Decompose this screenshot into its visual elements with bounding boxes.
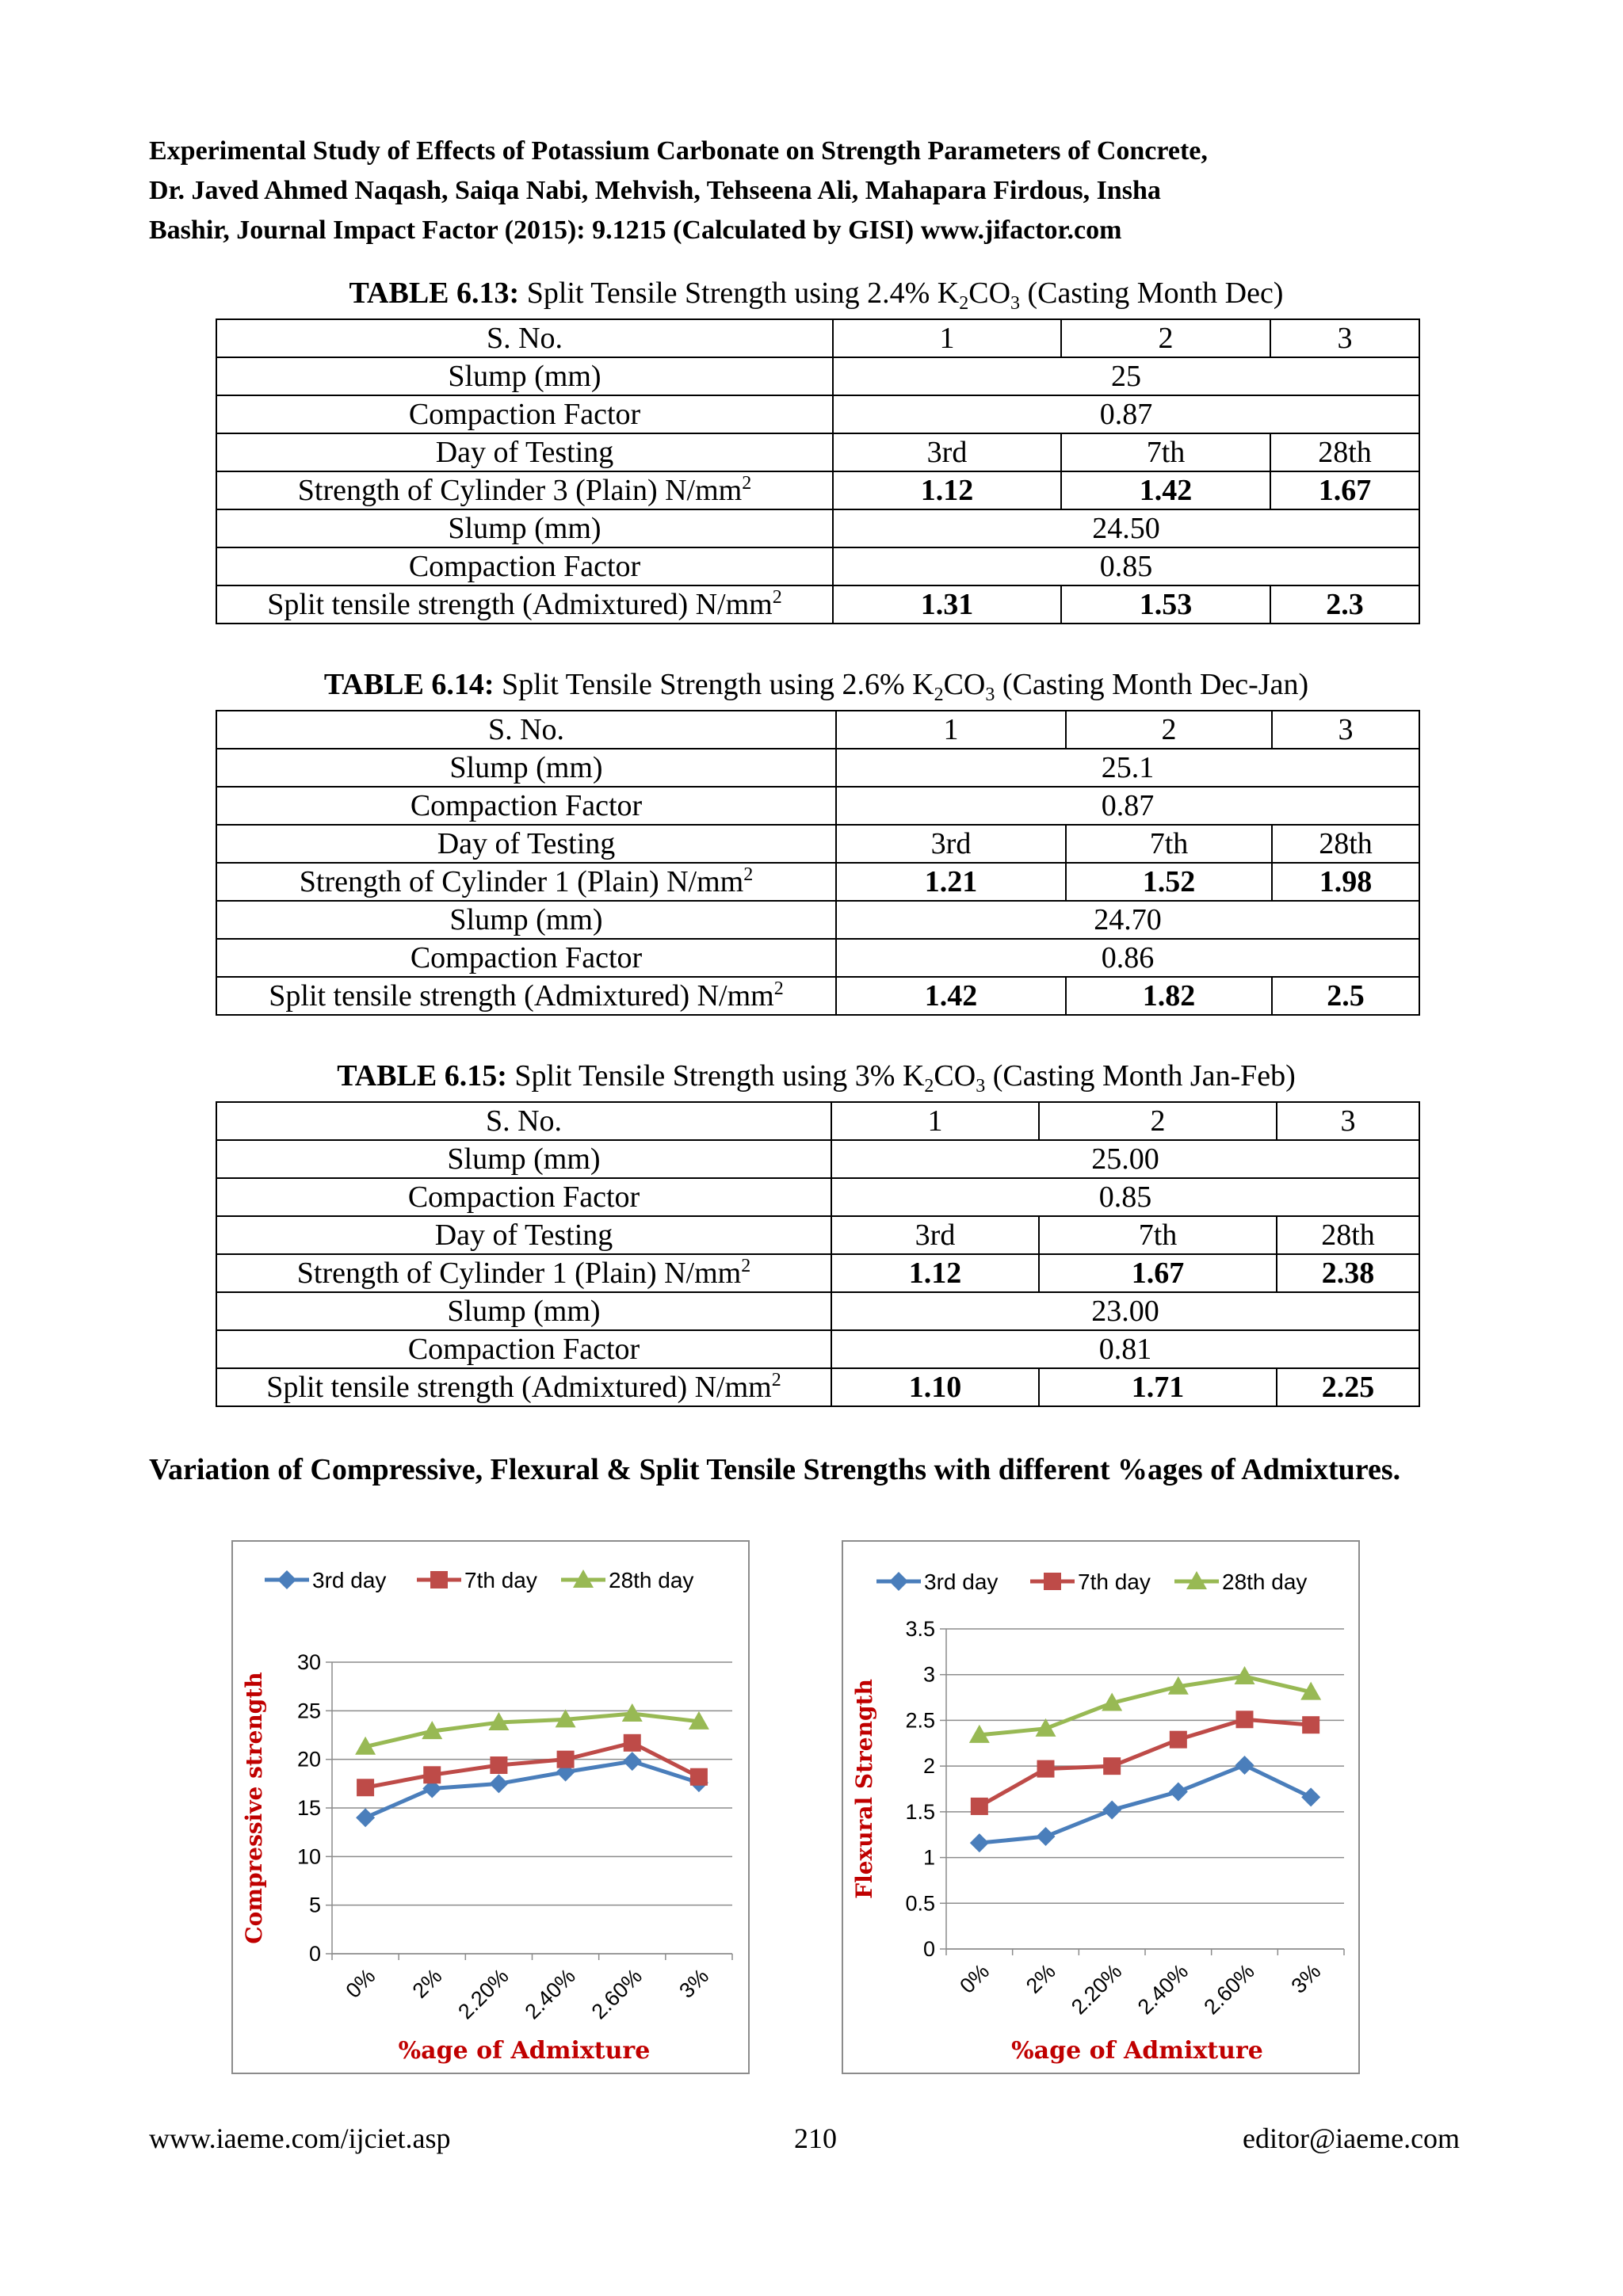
table-cell: 0.87 [836, 787, 1419, 825]
table-row [216, 1330, 1419, 1368]
y-axis-title: Compressive strength [241, 1672, 267, 1944]
table-cell: 25.1 [836, 749, 1419, 787]
header-line-3: Bashir, Journal Impact Factor (2015): 9.1215 (Calculated by GISI) www.jifactor.com [149, 215, 1122, 245]
table-title-text: Split Tensile Strength using 2.6% K [502, 668, 934, 701]
table-title-text: Split Tensile Strength using 2.4% K [526, 277, 960, 310]
table-cell: 3 [1277, 1102, 1419, 1140]
data-table [216, 710, 1420, 1016]
table-cell: 3rd [836, 825, 1066, 863]
table-label: TABLE 6.15: [337, 1059, 507, 1093]
header-line-1: Experimental Study of Effects of Potassium Carbonate on Strength Parameters of Concrete, [149, 136, 1208, 166]
row-label-text: S. No. [485, 1104, 563, 1138]
x-tick-label: 3% [674, 1964, 714, 2003]
data-point [489, 1774, 508, 1793]
table-cell: 7th [1061, 433, 1270, 471]
table-cell: 24.70 [836, 901, 1419, 939]
table-caption [214, 667, 1419, 705]
x-axis-title: %age of Admixture [1011, 2037, 1263, 2065]
data-point [623, 1752, 642, 1771]
row-label-text: Day of Testing [435, 436, 614, 469]
table-title-text: Split Tensile Strength using 3% K [514, 1059, 925, 1093]
row-label-text: Day of Testing [437, 827, 616, 860]
table-row [216, 711, 1419, 749]
y-tick-label: 1.5 [905, 1799, 935, 1824]
table-row [216, 863, 1419, 901]
header-line-2: Dr. Javed Ahmed Naqash, Saiqa Nabi, Mehvish, Tehseena Ali, Mahapara Firdous, Insha [149, 176, 1161, 205]
table-cell: 0.85 [833, 547, 1419, 585]
table-cell: 3rd [833, 433, 1061, 471]
flexural-chart-svg [843, 1542, 1358, 2073]
table-row [216, 749, 1419, 787]
series-line [980, 1676, 1311, 1735]
legend-marker [430, 1571, 448, 1589]
table-cell: 23.00 [831, 1292, 1419, 1330]
row-label-text: Compaction Factor [408, 398, 641, 431]
y-tick-label: 3 [922, 1662, 935, 1687]
table-row [216, 585, 1419, 624]
legend-label: 7th day [1078, 1569, 1151, 1594]
table-row [216, 1178, 1419, 1216]
table-cell: 3 [1270, 319, 1419, 357]
row-label-text: Strength of Cylinder 3 (Plain) N/mm [297, 474, 743, 507]
table-cell: 2.25 [1277, 1368, 1419, 1406]
row-label-text: Compaction Factor [407, 1333, 640, 1366]
table-cell: 2 [1061, 319, 1270, 357]
footer-page-number: 210 [794, 2122, 837, 2154]
legend-label: 28th day [609, 1568, 694, 1592]
table-row [216, 1140, 1419, 1178]
section-heading: Variation of Compressive, Flexural & Split Tensile Strengths with different %ages of Admixtures. [149, 1453, 1401, 1486]
data-point [1037, 1760, 1055, 1778]
table-title-text: (Casting Month Jan-Feb) [985, 1059, 1296, 1093]
data-point [1235, 1666, 1255, 1684]
row-label [216, 863, 836, 901]
legend-label: 7th day [464, 1568, 537, 1592]
data-point [357, 1779, 374, 1796]
data-point [557, 1751, 575, 1768]
table-cell: 28th [1277, 1216, 1419, 1254]
x-tick-label: 2.40% [520, 1964, 580, 2024]
table-row [216, 1216, 1419, 1254]
x-tick-label: 2.60% [586, 1964, 647, 2024]
legend-label: 28th day [1222, 1569, 1308, 1594]
row-label [216, 319, 833, 357]
table-row [216, 1292, 1419, 1330]
data-point [1169, 1782, 1188, 1801]
table-cell: 0.87 [833, 395, 1419, 433]
table-cell: 3 [1272, 711, 1419, 749]
row-label [216, 395, 833, 433]
data-point [624, 1734, 641, 1752]
data-point [1236, 1711, 1254, 1728]
row-label-text: Strength of Cylinder 1 (Plain) N/mm [299, 865, 744, 898]
unit-superscript: 2 [743, 864, 754, 885]
table-caption [214, 276, 1419, 314]
table-cell: 2 [1039, 1102, 1277, 1140]
x-tick-label: 2.20% [1067, 1959, 1127, 2019]
data-point [356, 1808, 375, 1827]
paper-header [149, 132, 1482, 250]
data-table [216, 318, 1420, 624]
y-tick-label: 15 [296, 1796, 321, 1820]
unit-superscript: 2 [741, 1256, 751, 1276]
table-title-text: CO [943, 668, 986, 701]
table-cell: 1.31 [833, 585, 1061, 624]
table-cell: 28th [1270, 433, 1419, 471]
table-cell: 2 [1066, 711, 1272, 749]
table-cell: 1.98 [1272, 863, 1419, 901]
row-label-text: S. No. [486, 322, 563, 355]
row-label [216, 1102, 831, 1140]
data-point [1037, 1827, 1056, 1846]
row-label [216, 711, 836, 749]
row-label [216, 749, 836, 787]
compressive-strength-chart [231, 1540, 750, 2074]
table-cell: 1.82 [1066, 977, 1272, 1015]
data-point [690, 1768, 708, 1786]
table-cell: 0.85 [831, 1178, 1419, 1216]
table-cell: 1.53 [1061, 585, 1270, 624]
row-label-text: Slump (mm) [449, 751, 603, 784]
table-row [216, 471, 1419, 509]
x-tick-label: 2.40% [1132, 1959, 1193, 2019]
y-tick-label: 0.5 [905, 1891, 935, 1916]
row-label [216, 357, 833, 395]
x-tick-label: 3% [1286, 1959, 1326, 1998]
table-row [216, 357, 1419, 395]
table-cell: 25 [833, 357, 1419, 395]
table-cell: 1.42 [1061, 471, 1270, 509]
table-cell: 2.38 [1277, 1254, 1419, 1292]
row-label-text: Split tensile strength (Admixtured) N/mm [266, 1371, 772, 1404]
row-label [216, 787, 836, 825]
row-label-text: Compaction Factor [407, 1180, 640, 1214]
table-cell: 7th [1066, 825, 1272, 863]
row-label [216, 825, 836, 863]
row-label [216, 471, 833, 509]
y-tick-label: 0 [922, 1937, 935, 1961]
table-cell: 0.86 [836, 939, 1419, 977]
table-cell: 1.10 [831, 1368, 1039, 1406]
table-cell: 1.67 [1270, 471, 1419, 509]
series-line [365, 1761, 699, 1817]
row-label-text: Slump (mm) [447, 1295, 601, 1328]
row-label [216, 1292, 831, 1330]
table-cell: 1.52 [1066, 863, 1272, 901]
data-point [1235, 1756, 1254, 1775]
table-cell: 3rd [831, 1216, 1039, 1254]
legend-marker [277, 1570, 296, 1589]
table-cell: 1.21 [836, 863, 1066, 901]
table-title-subscript: 3 [1010, 293, 1021, 314]
table-row [216, 1254, 1419, 1292]
x-tick-label: 0% [341, 1964, 380, 2003]
data-point [1170, 1731, 1187, 1749]
table-cell: 1.42 [836, 977, 1066, 1015]
table-cell: 1 [836, 711, 1066, 749]
data-table [216, 1101, 1420, 1407]
x-axis-title: %age of Admixture [398, 2037, 651, 2065]
table-cell: 25.00 [831, 1140, 1419, 1178]
data-point [1302, 1716, 1319, 1733]
row-label [216, 977, 836, 1015]
table-cell: 1.12 [831, 1254, 1039, 1292]
table-row [216, 319, 1419, 357]
unit-superscript: 2 [773, 978, 784, 999]
legend-marker [1044, 1573, 1061, 1590]
data-point [1102, 1801, 1121, 1820]
legend-marker [889, 1572, 908, 1591]
data-point [1301, 1787, 1320, 1806]
row-label-text: Slump (mm) [447, 1142, 601, 1176]
row-label-text: Slump (mm) [449, 903, 603, 936]
table-title-subscript: 2 [934, 685, 944, 705]
row-label [216, 901, 836, 939]
x-tick-label: 2.20% [453, 1964, 514, 2024]
table-title-subscript: 3 [976, 1076, 986, 1097]
y-tick-label: 25 [296, 1699, 321, 1723]
row-label-text: Day of Testing [434, 1219, 613, 1252]
row-label [216, 1368, 831, 1406]
row-label-text: Compaction Factor [410, 941, 643, 974]
row-label [216, 433, 833, 471]
row-label [216, 509, 833, 547]
table-row [216, 1102, 1419, 1140]
flexural-strength-chart [842, 1540, 1360, 2074]
table-caption [214, 1058, 1419, 1097]
y-tick-label: 20 [296, 1747, 321, 1772]
data-point [1103, 1757, 1121, 1775]
legend-label: 3rd day [924, 1569, 999, 1594]
x-tick-label: 2% [1021, 1959, 1060, 1998]
table-row [216, 395, 1419, 433]
table-cell: 0.81 [831, 1330, 1419, 1368]
table-cell: 24.50 [833, 509, 1419, 547]
y-tick-label: 2 [922, 1754, 935, 1779]
table-cell: 1 [831, 1102, 1039, 1140]
data-point [490, 1756, 507, 1774]
x-tick-label: 0% [955, 1959, 995, 1998]
table-title-text: CO [934, 1059, 976, 1093]
unit-superscript: 2 [772, 587, 782, 608]
legend-label: 3rd day [312, 1568, 387, 1592]
data-point [970, 1833, 989, 1852]
table-title-subscript: 3 [985, 685, 995, 705]
y-tick-label: 30 [296, 1650, 321, 1674]
table-cell: 1 [833, 319, 1061, 357]
table-title-subscript: 2 [959, 293, 969, 314]
footer-website: www.iaeme.com/ijciet.asp [149, 2122, 451, 2154]
row-label-text: S. No. [487, 713, 565, 746]
table-cell: 28th [1272, 825, 1419, 863]
y-tick-label: 5 [308, 1893, 321, 1917]
row-label-text: Slump (mm) [448, 360, 601, 393]
table-cell: 7th [1039, 1216, 1277, 1254]
table-row [216, 509, 1419, 547]
row-label [216, 1216, 831, 1254]
table-cell: 2.3 [1270, 585, 1419, 624]
table-cell: 1.12 [833, 471, 1061, 509]
y-tick-label: 0 [308, 1942, 321, 1966]
row-label-text: Strength of Cylinder 1 (Plain) N/mm [296, 1257, 742, 1290]
row-label [216, 1140, 831, 1178]
row-label [216, 1330, 831, 1368]
row-label [216, 939, 836, 977]
y-tick-label: 2.5 [905, 1708, 935, 1733]
data-point [971, 1798, 988, 1815]
table-title-text: CO [968, 277, 1011, 310]
table-label: TABLE 6.14: [323, 668, 495, 701]
series-line [365, 1714, 699, 1747]
unit-superscript: 2 [771, 1370, 781, 1390]
table-row [216, 901, 1419, 939]
table-row [216, 547, 1419, 585]
table-row [216, 433, 1419, 471]
y-axis-title: Flexural Strength [851, 1679, 877, 1899]
footer-email: editor@iaeme.com [1243, 2122, 1461, 2154]
y-tick-label: 1 [922, 1845, 935, 1870]
row-label [216, 547, 833, 585]
table-row [216, 787, 1419, 825]
table-row [216, 825, 1419, 863]
row-label-text: Slump (mm) [448, 512, 601, 545]
x-tick-label: 2% [407, 1964, 447, 2003]
table-row [216, 939, 1419, 977]
row-label-text: Split tensile strength (Admixtured) N/mm [267, 588, 773, 621]
table-title-subscript: 2 [924, 1076, 934, 1097]
row-label [216, 585, 833, 624]
row-label [216, 1254, 831, 1292]
row-label [216, 1178, 831, 1216]
unit-superscript: 2 [742, 473, 752, 494]
table-title-text: (Casting Month Dec-Jan) [995, 668, 1309, 701]
row-label-text: Compaction Factor [408, 550, 641, 583]
table-cell: 1.71 [1039, 1368, 1277, 1406]
table-cell: 2.5 [1272, 977, 1419, 1015]
row-label-text: Split tensile strength (Admixtured) N/mm [269, 979, 774, 1013]
series-line [980, 1719, 1311, 1806]
row-label-text: Compaction Factor [410, 789, 643, 822]
table-cell: 1.67 [1039, 1254, 1277, 1292]
y-tick-label: 10 [296, 1844, 321, 1869]
table-title-text: (Casting Month Dec) [1020, 277, 1284, 310]
y-tick-label: 3.5 [905, 1617, 935, 1641]
x-tick-label: 2.60% [1199, 1959, 1259, 2019]
table-label: TABLE 6.13: [349, 277, 520, 310]
table-row [216, 977, 1419, 1015]
compressive-chart-svg [233, 1542, 748, 2073]
data-point [423, 1766, 441, 1783]
table-row [216, 1368, 1419, 1406]
